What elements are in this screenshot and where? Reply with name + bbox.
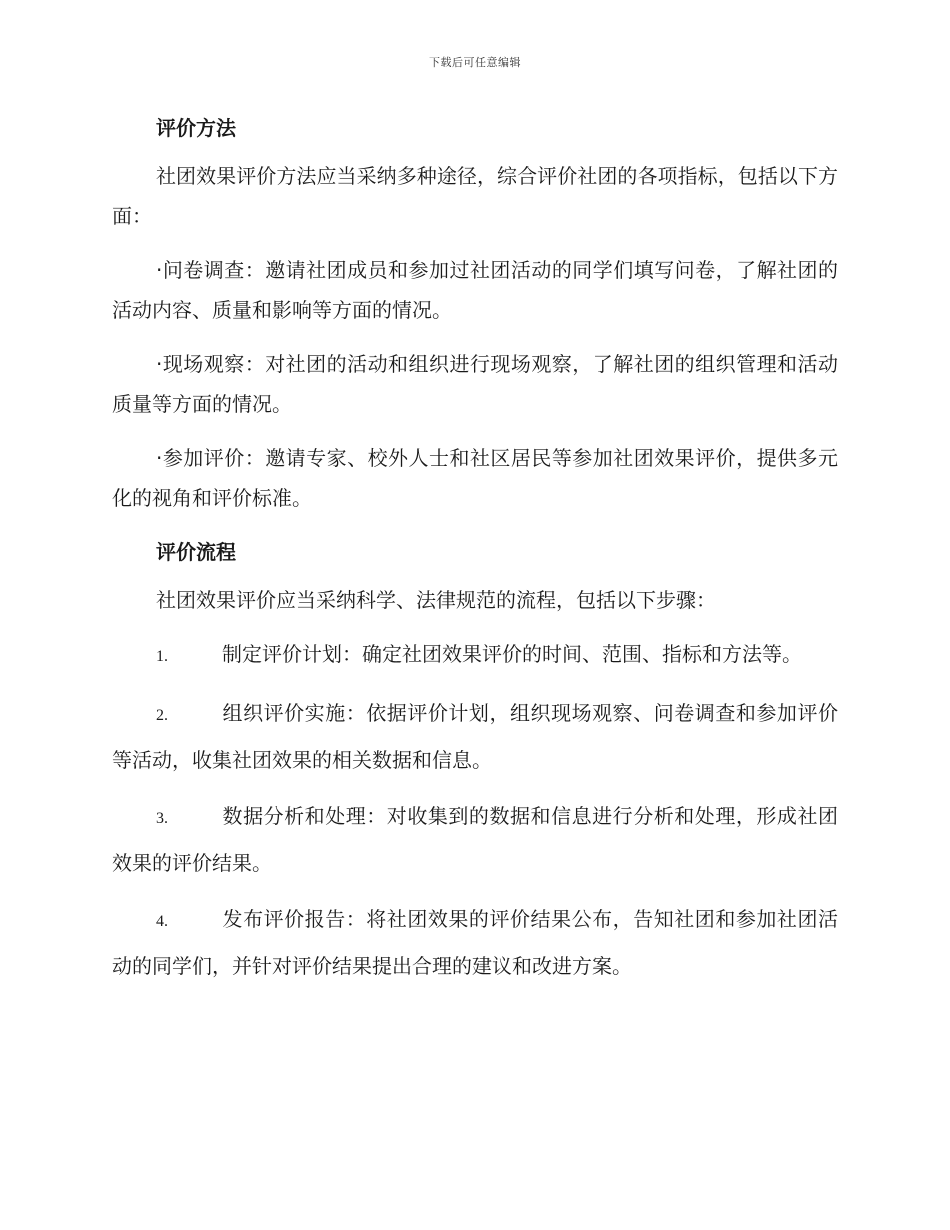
section-intro-paragraph: 社团效果评价方法应当采纳多种途径，综合评价社团的各项指标，包括以下方面： xyxy=(112,164,838,228)
process-step-2 xyxy=(112,691,838,782)
section-heading-evaluation-methods: 评价方法 xyxy=(156,116,236,140)
process-step-4 xyxy=(112,897,838,988)
process-step-3 xyxy=(112,794,838,885)
page-header-note: 下载后可任意编辑 xyxy=(429,56,521,69)
section-heading-evaluation-process: 评价流程 xyxy=(156,540,236,564)
section-intro-paragraph: 社团效果评价应当采纳科学、法律规范的流程，包括以下步骤： xyxy=(156,588,716,612)
bullet-text: 问卷调查：邀请社团成员和参加过社团活动的同学们填写问卷，了解社团的活动内容、质量和影响等方面的情况。 xyxy=(112,258,838,322)
bullet-dot-icon: · xyxy=(156,446,163,470)
bullet-dot-icon: · xyxy=(156,258,163,282)
step-number: 1. xyxy=(156,648,168,665)
step-number: 2. xyxy=(156,707,168,724)
step-number: 3. xyxy=(156,810,168,827)
step-text: 组织评价实施：依据评价计划，组织现场观察、问卷调查和参加评价等活动，收集社团效果的相关数据和信息。 xyxy=(112,701,838,772)
bullet-text: 现场观察：对社团的活动和组织进行现场观察，了解社团的组织管理和活动质量等方面的情况。 xyxy=(112,352,838,416)
document-body xyxy=(112,108,838,988)
step-number: 4. xyxy=(156,913,168,930)
bullet-item-participatory-evaluation xyxy=(112,438,838,518)
process-step-1 xyxy=(112,632,838,679)
bullet-item-questionnaire xyxy=(112,250,838,330)
step-text: 数据分析和处理：对收集到的数据和信息进行分析和处理，形成社团效果的评价结果。 xyxy=(112,804,838,875)
step-text: 制定评价计划：确定社团效果评价的时间、范围、指标和方法等。 xyxy=(222,642,802,666)
bullet-dot-icon: · xyxy=(156,352,163,376)
bullet-item-site-observation xyxy=(112,344,838,424)
step-text: 发布评价报告：将社团效果的评价结果公布，告知社团和参加社团活动的同学们，并针对评价结果提出合理的建议和改进方案。 xyxy=(112,907,838,978)
bullet-text: 参加评价：邀请专家、校外人士和社区居民等参加社团效果评价，提供多元化的视角和评价标准。 xyxy=(112,446,838,510)
